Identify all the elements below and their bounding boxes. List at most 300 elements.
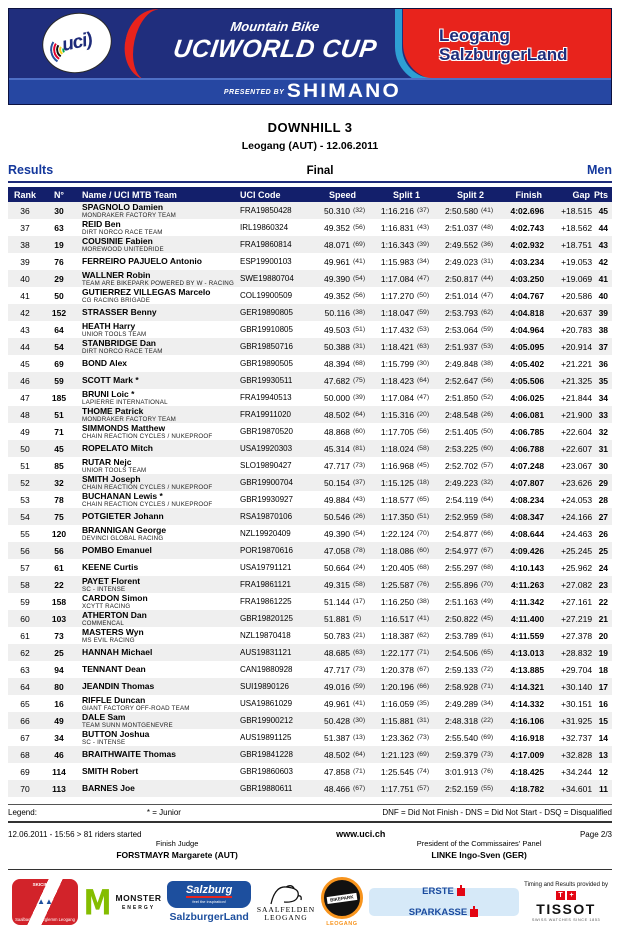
gap-cell: +19.069 [561,273,593,284]
speed-rank-cell: (75) [353,377,366,384]
speed-cell: 47.058 [324,545,350,556]
uci-code-cell: COL19900509 [240,291,293,300]
split1-rank-cell: (56) [417,428,430,435]
bib-cell: 51 [54,409,64,420]
split1-cell: 1:18.047 [380,307,415,318]
split1-rank-cell: (60) [417,547,430,554]
bib-cell: 76 [54,256,64,267]
header-split2: Split 2 [432,187,496,202]
result-row [8,763,612,780]
speed-cell: 51.881 [324,613,350,624]
speed-rank-cell: (37) [353,479,366,486]
finish-cell: 4:18.425 [510,766,545,777]
team-name: CHAIN REACTION CYCLES / NUKEPROOF [82,432,213,440]
uci-code-cell: IRL19860324 [240,223,289,232]
speed-rank-cell: (73) [353,666,366,673]
split1-rank-cell: (76) [417,581,430,588]
rider-name: CARDON Simon [82,592,148,603]
split2-rank-cell: (55) [481,785,494,792]
bib-cell: 29 [54,273,64,284]
result-row [8,746,612,763]
speed-rank-cell: (41) [353,700,366,707]
rank-cell: 70 [20,783,30,794]
rider-cell [76,355,238,372]
header-split1: Split 1 [368,187,432,202]
rider-name: POMBO Emanuel [82,545,152,555]
team-name: UNIOR TOOLS TEAM [82,466,147,474]
pts-cell: 20 [598,630,609,641]
mountain-icon: ▲▲ [37,897,53,906]
speed-rank-cell: (13) [353,734,366,741]
speed-cell: 48.466 [324,783,350,794]
rank-cell: 52 [20,477,30,488]
rider-cell [76,525,238,542]
uci-website-link[interactable]: www.uci.ch [336,829,386,839]
rider-cell [76,678,238,695]
gap-cell: +20.914 [561,341,593,352]
split2-cell: 2:51.850 [444,392,479,403]
split2-cell: 2:50.817 [444,273,479,284]
split1-cell: 1:17.084 [380,392,415,403]
rider-cell [76,627,238,644]
split1-rank-cell: (68) [417,564,430,571]
result-row [8,253,612,270]
gap-cell: +25.962 [561,562,593,573]
rank-cell: 57 [20,562,30,573]
location-line-2: SalzburgerLand [439,44,568,64]
uci-code-cell: CAN19880928 [240,665,293,674]
monster-energy-logo: M MONSTER ENERGY [83,881,162,923]
pts-cell: 18 [598,664,609,675]
split2-rank-cell: (66) [481,530,494,537]
gap-cell: +18.751 [561,239,593,250]
split1-cell: 1:16.517 [380,613,415,624]
finish-cell: 4:16.918 [510,732,545,743]
split1-rank-cell: (45) [417,462,430,469]
rider-cell [76,542,238,559]
speed-cell: 50.783 [324,630,350,641]
sponsor-strip [12,875,608,929]
split2-cell: 2:51.037 [444,222,479,233]
split1-cell: 1:20.405 [380,562,415,573]
category-label: Men [587,163,612,177]
rider-cell [76,338,238,355]
uci-code-cell: FRA19940513 [240,393,292,402]
pts-cell: 25 [598,545,609,556]
finish-cell: 4:02.743 [510,222,545,233]
speed-rank-cell: (68) [353,360,366,367]
rank-cell: 62 [20,647,30,658]
rider-cell [76,763,238,780]
speed-rank-cell: (69) [353,241,366,248]
split1-rank-cell: (47) [417,275,430,282]
header-rank: Rank [8,187,42,202]
pts-cell: 23 [598,579,609,590]
pts-cell: 15 [598,715,609,726]
split2-rank-cell: (70) [481,581,494,588]
skicircus-logo: SKICIRCUS ▲▲ Saalbach Hinterglemm Leogang [12,879,78,925]
bib-cell: 34 [54,732,64,743]
result-row [8,474,612,491]
split1-rank-cell: (57) [417,785,430,792]
rider-cell [76,287,238,304]
split2-cell: 2:54.877 [444,528,479,539]
split2-rank-cell: (57) [481,462,494,469]
team-name: MONDRAKER FACTORY TEAM [82,211,177,219]
results-tbody [8,202,612,797]
uci-code-cell: NZL19870418 [240,631,291,640]
results-table [8,187,612,797]
series-title-block [147,19,403,64]
rider-cell [76,253,238,270]
split1-cell: 1:18.423 [380,375,415,386]
header-bib: N° [42,187,76,202]
result-row [8,491,612,508]
rider-name: BOND Alex [82,358,128,368]
finish-cell: 4:07.807 [510,477,545,488]
uci-code-cell: GBR19820125 [240,614,293,623]
result-row [8,576,612,593]
speed-cell: 50.154 [324,477,350,488]
pts-cell: 32 [598,426,609,437]
finish-cell: 4:09.426 [510,545,545,556]
split1-rank-cell: (30) [417,360,430,367]
split2-cell: 2:53.225 [444,443,479,454]
speed-rank-cell: (78) [353,547,366,554]
gap-cell: +21.221 [561,358,593,369]
uci-code-cell: AUS19891125 [240,733,292,742]
split1-cell: 1:22.124 [380,528,415,539]
tissot-t-icon: T [556,891,565,900]
speed-cell: 48.394 [324,358,350,369]
result-row [8,593,612,610]
split1-rank-cell: (43) [417,224,430,231]
result-row [8,321,612,338]
speed-cell: 48.502 [324,409,350,420]
split1-cell: 1:16.059 [380,698,415,709]
speed-cell: 49.016 [324,681,350,692]
rank-cell: 42 [20,307,30,318]
rider-name: GUTIERREZ VILLEGAS Marcelo [82,286,211,297]
gap-cell: +20.783 [561,324,593,335]
finish-cell: 4:06.788 [510,443,545,454]
rider-name: BUCHANAN Lewis * [82,490,163,501]
uci-code-cell: SUI19890126 [240,682,289,691]
team-name: DIRT NORCO RACE TEAM [82,347,163,355]
team-name: MOREWOOD UNITEDRIDE [82,245,164,253]
finish-cell: 4:04.818 [510,307,545,318]
pts-cell: 35 [598,375,609,386]
split2-rank-cell: (65) [481,649,494,656]
pts-cell: 24 [598,562,609,573]
bib-cell: 56 [54,545,64,556]
result-row [8,627,612,644]
split1-cell: 1:22.177 [380,647,415,658]
bib-cell: 45 [54,443,64,454]
rider-cell [76,406,238,423]
rank-cell: 48 [20,409,30,420]
split2-rank-cell: (59) [481,326,494,333]
gap-cell: +23.067 [561,460,593,471]
rank-cell: 44 [20,341,30,352]
salzburg-badge: Salzburg feel the inspiration! [167,881,251,908]
split2-cell: 2:55.896 [444,579,479,590]
finish-cell: 4:14.332 [510,698,545,709]
split2-cell: 2:59.379 [444,749,479,760]
split2-cell: 2:59.133 [444,664,479,675]
result-row [8,729,612,746]
speed-rank-cell: (41) [353,258,366,265]
rider-cell [76,593,238,610]
rider-name: STRASSER Benny [82,307,157,317]
result-row [8,525,612,542]
speed-rank-cell: (56) [353,224,366,231]
uci-code-cell: GBR19900212 [240,716,293,725]
bib-cell: 73 [54,630,64,641]
gap-cell: +28.832 [561,647,593,658]
split1-cell: 1:16.831 [380,222,415,233]
round-label: Final [306,165,334,177]
speed-rank-cell: (17) [353,598,366,605]
split1-rank-cell: (65) [417,496,430,503]
split1-rank-cell: (59) [417,309,430,316]
split2-cell: 2:51.014 [444,290,479,301]
uci-code-cell: NZL19920409 [240,529,291,538]
pts-cell: 36 [598,358,609,369]
pts-cell: 40 [598,290,609,301]
rank-cell: 38 [20,239,30,250]
split2-cell: 2:48.318 [444,715,479,726]
footer-meta [8,829,612,839]
result-row [8,542,612,559]
gap-cell: +18.515 [561,205,593,216]
rank-cell: 47 [20,392,30,403]
finish-cell: 4:04.964 [510,324,545,335]
rank-cell: 49 [20,426,30,437]
split2-rank-cell: (60) [481,445,494,452]
split1-cell: 1:18.577 [380,494,415,505]
split1-cell: 1:15.983 [380,256,415,267]
split2-rank-cell: (71) [481,683,494,690]
page-number: Page 2/3 [579,830,612,839]
finish-cell: 4:05.095 [510,341,545,352]
split2-rank-cell: (22) [481,717,494,724]
split1-cell: 1:23.362 [380,732,415,743]
rider-cell [76,270,238,287]
uci-code-cell: FRA19911020 [240,410,291,419]
split2-cell: 2:52.959 [444,511,479,522]
uci-code-cell: FRA19850428 [240,206,292,215]
speed-cell: 48.502 [324,749,350,760]
result-row [8,236,612,253]
split2-rank-cell: (34) [481,700,494,707]
rider-cell [76,729,238,746]
rider-name: HEATH Harry [82,320,136,331]
uci-code-cell: GER19890805 [240,308,293,317]
speed-cell: 49.315 [324,579,350,590]
split2-cell: 2:49.289 [444,698,479,709]
uci-logo-text: uci ) [60,29,94,57]
speed-rank-cell: (51) [353,326,366,333]
gap-cell: +30.151 [561,698,593,709]
bib-cell: 120 [51,528,67,539]
split1-rank-cell: (74) [417,768,430,775]
result-row [8,355,612,372]
finish-cell: 4:10.143 [510,562,545,573]
finish-cell: 4:14.321 [510,681,545,692]
speed-cell: 50.388 [324,341,350,352]
event-banner [8,8,612,105]
finish-cell: 4:18.782 [510,783,545,794]
rank-cell: 60 [20,613,30,624]
rank-cell: 58 [20,579,30,590]
gap-cell: +24.053 [561,494,593,505]
result-row [8,559,612,576]
rank-cell: 40 [20,273,30,284]
split1-cell: 1:15.799 [380,358,415,369]
bib-cell: 50 [54,290,64,301]
result-row [8,610,612,627]
split2-rank-cell: (52) [481,394,494,401]
pts-cell: 27 [598,511,609,522]
split1-cell: 1:17.432 [380,324,415,335]
uci-code-cell: USA19861029 [240,699,293,708]
speed-cell: 50.546 [324,511,350,522]
finish-cell: 4:06.025 [510,392,545,403]
pts-cell: 44 [598,222,609,233]
split2-cell: 2:53.789 [444,630,479,641]
rank-cell: 55 [20,528,30,539]
erste-sparkasse-logo: ERSTE SPARKASSE [369,888,519,916]
rider-name: BUTTON Joshua [82,728,150,739]
bib-cell: 61 [54,562,64,573]
erste-mark-icon [457,888,465,896]
rider-name: WALLNER Robin [82,269,151,280]
speed-rank-cell: (43) [353,496,366,503]
finish-judge-name: FORSTMAYR Margarete (AUT) [116,850,238,860]
bikepark-badge: BIKEPARK [321,877,363,919]
speed-rank-cell: (81) [353,445,366,452]
uci-code-cell: GBR19930927 [240,495,293,504]
speed-cell: 51.144 [324,596,350,607]
team-name: MS EVIL RACING [82,636,135,644]
bib-cell: 19 [54,239,64,250]
pts-cell: 37 [598,341,609,352]
finish-judge-block [8,839,346,860]
team-name: MONDRAKER FACTORY TEAM [82,415,177,423]
split1-cell: 1:16.250 [380,596,415,607]
split2-rank-cell: (73) [481,751,494,758]
finish-cell: 4:06.081 [510,409,545,420]
result-row [8,457,612,474]
uci-code-cell: GBR19860603 [240,767,293,776]
split1-cell: 1:15.316 [380,409,415,420]
speed-cell: 47.717 [324,664,350,675]
result-row [8,338,612,355]
split2-cell: 2:50.580 [444,205,479,216]
gap-cell: +20.637 [561,307,593,318]
rank-cell: 53 [20,494,30,505]
bib-cell: 64 [54,324,64,335]
rank-cell: 67 [20,732,30,743]
rider-name: COUSINIE Fabien [82,235,153,246]
bib-cell: 69 [54,358,64,369]
rank-cell: 41 [20,290,30,301]
claw-icon: M [83,881,112,923]
rider-name: RIFFLE Duncan [82,694,146,705]
finish-cell: 4:03.234 [510,256,545,267]
finish-cell: 4:16.106 [510,715,545,726]
results-bar [8,163,612,183]
speed-rank-cell: (73) [353,462,366,469]
gap-cell: +20.586 [561,290,593,301]
saalfelden-leogang-logo: SAALFELDEN LEOGANG [257,882,315,922]
split2-rank-cell: (45) [481,615,494,622]
rank-cell: 64 [20,681,30,692]
gap-cell: +32.828 [561,749,593,760]
split1-rank-cell: (41) [417,615,430,622]
team-name: DEVINCI GLOBAL RACING [82,534,164,542]
pts-cell: 42 [598,256,609,267]
result-row [8,661,612,678]
rider-name: MASTERS Wyn [82,626,144,637]
finish-cell: 4:11.559 [510,630,545,641]
split2-rank-cell: (47) [481,292,494,299]
legend-bar [8,804,612,823]
rider-cell [76,661,238,678]
pts-cell: 19 [598,647,609,658]
pts-cell: 12 [598,766,609,777]
officials-row [8,839,612,860]
rider-name: JEANDIN Thomas [82,681,155,691]
speed-cell: 50.310 [324,205,350,216]
result-row [8,423,612,440]
split1-rank-cell: (35) [417,700,430,707]
result-row [8,219,612,236]
rider-name: POTGIETER Johann [82,511,164,521]
split1-rank-cell: (34) [417,258,430,265]
series-label: Mountain Bike [229,19,321,34]
finish-cell: 4:11.400 [510,613,545,624]
split2-rank-cell: (36) [481,241,494,248]
rider-name: DALE Sam [82,711,126,722]
team-name: LAPIERRE INTERNATIONAL [82,398,168,406]
uci-code-cell: SLO19890427 [240,461,292,470]
speed-rank-cell: (32) [353,207,366,214]
split2-rank-cell: (67) [481,547,494,554]
header-gap: Gap [544,187,592,202]
gap-cell: +34.601 [561,783,593,794]
team-name: UNIOR TOOLS TEAM [82,330,147,338]
lion-icon [267,882,305,906]
rider-cell [76,457,238,474]
bib-cell: 85 [54,460,64,471]
split1-cell: 1:15.125 [380,477,415,488]
team-name: DIRT NORCO RACE TEAM [82,228,163,236]
team-name: XCYTT RACING [82,602,131,610]
split1-rank-cell: (58) [417,445,430,452]
team-name: CG RACING BRIGADE [82,296,151,304]
pts-cell: 30 [598,460,609,471]
split2-rank-cell: (26) [481,411,494,418]
result-row [8,270,612,287]
rider-cell [76,508,238,525]
uci-code-cell: GBR19890505 [240,359,293,368]
split1-cell: 1:21.123 [380,749,415,760]
gap-cell: +21.844 [561,392,593,403]
split1-cell: 1:17.084 [380,273,415,284]
gap-cell: +34.244 [561,766,593,777]
